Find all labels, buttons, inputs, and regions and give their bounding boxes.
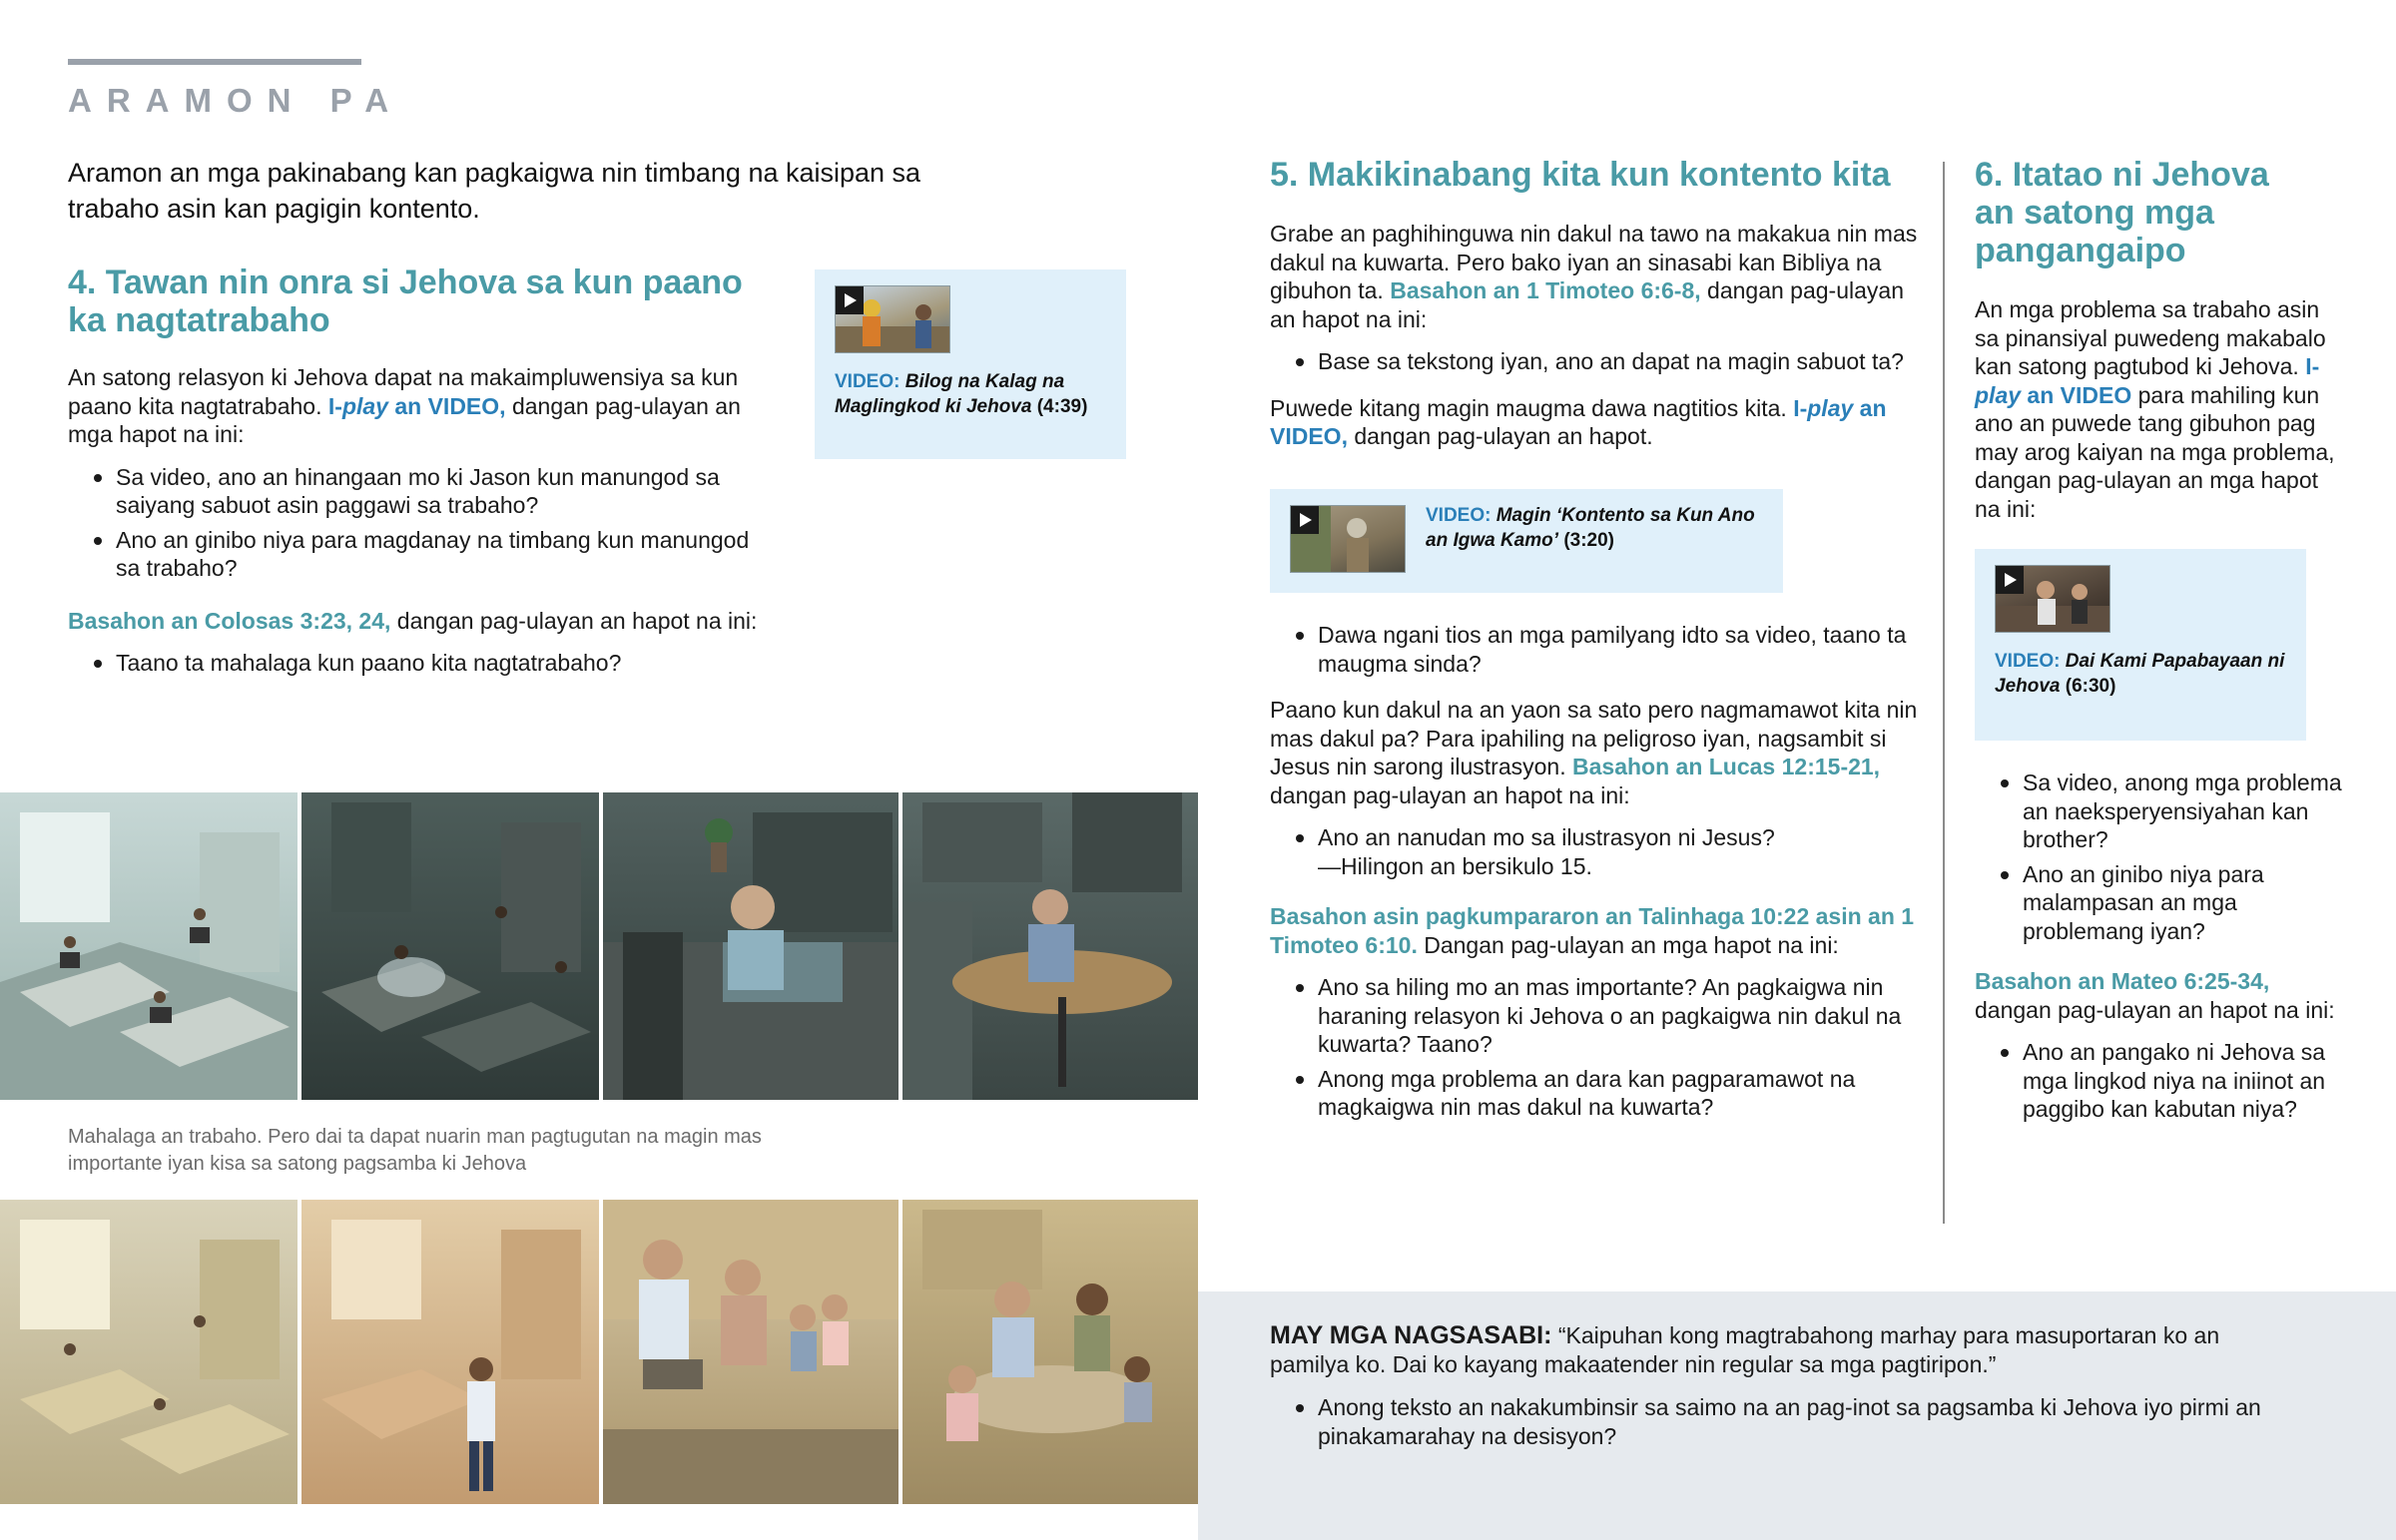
list-item: Sa video, anong mga problema an naeksperyensiyahan kan brother?: [1975, 769, 2344, 854]
video-box-2[interactable]: [1270, 489, 1783, 593]
section-6-questions-2: [1975, 1038, 2344, 1124]
play-icon[interactable]: [1291, 506, 1319, 534]
family-meeting-image: [603, 1200, 898, 1504]
play-video-link[interactable]: I-play an VIDEO,: [1270, 394, 1887, 449]
image-caption: Mahalaga an trabaho. Pero dai ta dapat nuarin man pagtugutan na magin mas importante iyan kisa sa satong pagsamba ki Jehova: [68, 1126, 762, 1175]
section-5-body-2: Dawa ngani tios an mga pamilyang idto sa video, taano ta maugma sinda? Paano kun dakul na an yaon sa sato pero nagmamawot kita nin mas dakul pa? Para ipahiling na peligroso iyan, nagsambit si Jesus nin sarong ilustrasyon. Basahon an Lucas 12:15-21, dangan pag-ulayan an hapot na ini: Ano an nanudan mo sa ilustrasyon ni Jesus? —Hilingon an bersikulo 15. Basahon asin pagkumpararon an Talinhaga 10:22 asin an 1 Timoteo 6:10. Dangan pag-ulayan an mga hapot na ini: Ano sa hiling mo an mas importante? An pagkaigwa nin haraning relasyon ki Jehova o an pagkaigwa nin dakul na kuwarta? Taano? Anong mga problema an dara kan pagparamawot na magkaigwa nin mas dakul na kuwarta?: [1270, 622, 1918, 1120]
illustration-panel-1: [0, 792, 298, 1100]
list-item: Ano an pangako ni Jehova sa mga lingkod niya na iniinot an paggibo kan kabutan niya?: [1975, 1038, 2344, 1124]
section-5-heading: 5. Makikinabang kita kun kontento kita: [1270, 156, 1891, 194]
objection-box: [1198, 1291, 2396, 1540]
video-caption: VIDEO: Bilog na Kalag na Maglingkod ki Jehova (4:39): [835, 371, 1088, 417]
scripture-link-mateo[interactable]: Basahon an Mateo 6:25-34,: [1975, 968, 2270, 994]
illustration-panel-4: [902, 792, 1198, 1100]
play-icon[interactable]: [836, 286, 864, 314]
section-6-questions: [1975, 769, 2344, 945]
section-4-questions-2: [68, 649, 767, 678]
family-meal-image: [902, 1200, 1198, 1504]
illustration-panel-3: [603, 792, 898, 1100]
video-box-1[interactable]: [815, 269, 1126, 459]
scripture-link-talinhaga[interactable]: Basahon asin pagkumpararon an Talinhaga 10:22 asin an 1 Timoteo 6:10.: [1270, 903, 1915, 958]
play-icon[interactable]: [1996, 566, 2024, 594]
scripture-link-timoteo[interactable]: Basahon an 1 Timoteo 6:6-8,: [1390, 277, 1701, 303]
video-thumbnail[interactable]: [1290, 505, 1406, 573]
section-4-questions: [68, 463, 767, 583]
objection-questions: [1270, 1393, 2268, 1451]
video-thumbnail[interactable]: [1995, 565, 2110, 633]
list-item: Sa video, ano an hinangaan mo ki Jason kun manungod sa saiyang sabuot asin paggawi sa trabaho?: [68, 463, 767, 520]
section-5-questions-3: [1270, 823, 1919, 880]
list-item: Base sa tekstong iyan, ano an dapat na magin sabuot ta?: [1270, 347, 1919, 376]
office-day-image: [0, 1200, 298, 1504]
play-video-link[interactable]: I-play an VIDEO: [1975, 353, 2320, 408]
scripture-link-lucas[interactable]: Basahon an Lucas 12:15-21,: [1572, 754, 1881, 779]
list-item: Taano ta mahalaga kun paano kita nagtatrabaho?: [68, 649, 767, 678]
section-6-body-2: Sa video, anong mga problema an naeksperyensiyahan kan brother? Ano an ginibo niya para malampasan an mga problemang iyan? Basahon an Mateo 6:25-34, dangan pag-ulayan an hapot na ini: Ano an pangako ni Jehova sa mga lingkod niya na iniinot an paggibo kan kabutan niya?: [1975, 769, 2344, 1130]
section-6-heading: 6. Itatao ni Jehova an satong mga pangangaipo: [1975, 156, 2269, 269]
illustration-panel-6: [301, 1200, 599, 1504]
illustration-panel-5: [0, 1200, 298, 1504]
list-item: Dawa ngani tios an mga pamilyang idto sa video, taano ta maugma sinda?: [1270, 621, 1919, 678]
objection-text: MAY MGA NAGSASABI: “Kaipuhan kong magtrabahong marhay para masuportaran ko an pamilya ko. Dai ko kayang makaatender nin regular sa mga pagtiripon.” Anong teksto an nakakumbinsir sa saimo na an pag-inot sa pagsamba ki Jehova iyo pirmi an pinakamarahay na desisyon?: [1270, 1321, 2268, 1457]
office-scene-image: [0, 792, 298, 1100]
list-item: Anong teksto an nakakumbinsir sa saimo na an pag-inot sa pagsamba ki Jehova iyo pirmi an pinakamarahay na desisyon?: [1270, 1393, 2268, 1451]
section-5-questions-4: [1270, 973, 1919, 1122]
illustration-panel-8: [902, 1200, 1198, 1504]
office-leaving-image: [301, 1200, 599, 1504]
list-item: Anong mga problema an dara kan pagparamawot na magkaigwa nin mas dakul na kuwarta?: [1270, 1065, 1919, 1122]
list-item: Ano an ginibo niya para magdanay na timbang kun manungod sa trabaho?: [68, 526, 767, 583]
header-rule: [68, 59, 361, 65]
list-item: Ano an nanudan mo sa ilustrasyon ni Jesus? —Hilingon an bersikulo 15.: [1270, 823, 1919, 880]
video-box-3[interactable]: [1975, 549, 2306, 741]
list-item: Ano an ginibo niya para malampasan an mga problemang iyan?: [1975, 860, 2344, 946]
section-kicker: ARAMON PA: [68, 82, 404, 119]
list-item: Ano sa hiling mo an mas importante? An pagkaigwa nin haraning relasyon ki Jehova o an pagkaigwa nin dakul na kuwarta? Taano?: [1270, 973, 1919, 1059]
illustration-panel-2: [301, 792, 599, 1100]
column-divider: [1943, 162, 1945, 1224]
section-5-questions-2: [1270, 621, 1919, 678]
video-thumbnail[interactable]: [835, 285, 950, 353]
intro-text: Aramon an mga pakinabang kan pagkaigwa nin timbang na kaisipan sa trabaho asin kan pagigin kontento.: [68, 158, 921, 224]
video-caption: VIDEO: Magin ‘Kontento sa Kun Ano an Igwa Kamo’ (3:20): [1426, 505, 1755, 551]
scripture-link-colosas[interactable]: Basahon an Colosas 3:23, 24,: [68, 607, 391, 634]
illustration-panel-7: [603, 1200, 898, 1504]
man-at-table-image: [902, 792, 1198, 1100]
section-5-body: Grabe an paghihinguwa nin dakul na tawo na makakua nin mas dakul na kuwarta. Pero bako iyan an sinasabi kan Bibliya na gibuhon ta. Basahon an 1 Timoteo 6:6-8, dangan pag-ulayan an hapot na ini: Base sa tekstong iyan, ano an dapat na magin sabuot ta? Puwede kitang magin maugma dawa nagtitios kita. I-play an VIDEO, dangan pag-ulayan an hapot.: [1270, 221, 1918, 449]
video-caption: VIDEO: Dai Kami Papabayaan ni Jehova (6:30): [1995, 651, 2285, 697]
office-night-image: [301, 792, 599, 1100]
man-at-computer-image: [603, 792, 898, 1100]
section-4-heading: 4. Tawan nin onra si Jehova sa kun paano ka nagtatrabaho: [68, 263, 743, 339]
play-video-link[interactable]: I-play an VIDEO,: [327, 392, 506, 419]
section-6-body: An mga problema sa trabaho asin sa pinansiyal puwedeng makabalo kan satong pagtubod ki Jehova. I-play an VIDEO para mahiling kun ano an puwede tang gibuhon pag may arog kaiyan na mga problema, dangan pag-ulayan an mga hapot na ini:: [1975, 296, 2335, 522]
section-4-body: An satong relasyon ki Jehova dapat na makaimpluwensiya sa kun paano kita nagtatrabaho. I-play an VIDEO, dangan pag-ulayan an mga hapot na ini: Sa video, ano an hinangaan mo ki Jason kun manungod sa saiyang sabuot asin paggawi sa trabaho? Ano an ginibo niya para magdanay na timbang kun manungod sa trabaho? Basahon an Colosas 3:23, 24, dangan pag-ulayan an hapot na ini: Taano ta mahalaga kun paano kita nagtatrabaho?: [68, 363, 767, 684]
section-5-questions-1: [1270, 347, 1919, 376]
